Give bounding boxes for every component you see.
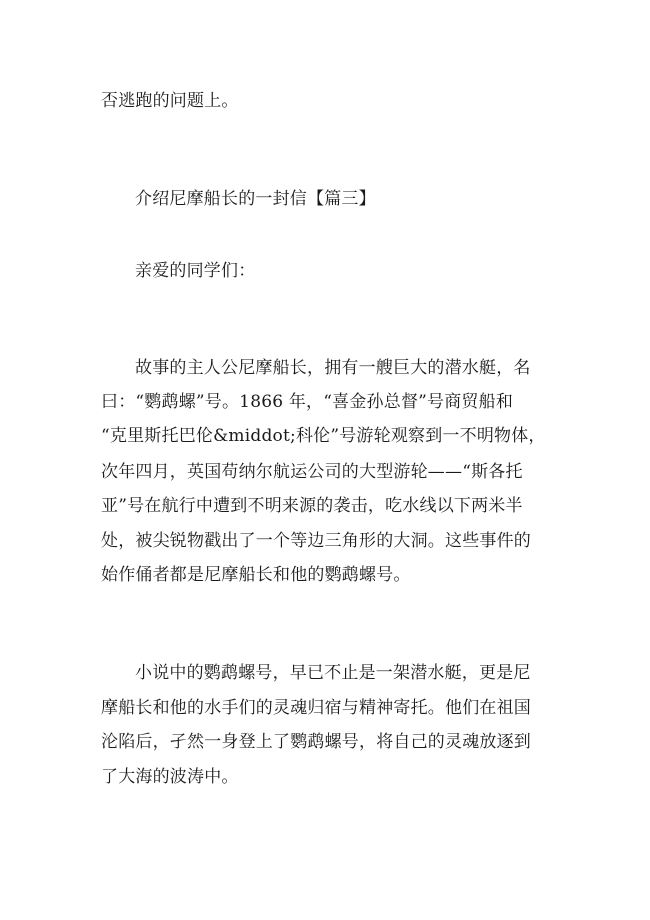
paragraph-line: 摩船长和他的水手们的灵魂归宿与精神寄托。他们在祖国 (101, 698, 531, 718)
section-title: 介绍尼摩船长的一封信【篇三】 (135, 189, 376, 209)
paragraph-line: 处，被尖锐物戳出了一个等边三角形的大洞。这些事件的 (101, 531, 531, 551)
paragraph-line: 曰：“鹦鹉螺”号。1866 年，“喜金孙总督”号商贸船和 (101, 392, 514, 412)
paragraph-line: 始作俑者都是尼摩船长和他的鹦鹉螺号。 (101, 565, 411, 585)
salutation: 亲爱的同学们： (135, 261, 256, 281)
paragraph-line: 了大海的波涛中。 (101, 767, 239, 787)
paragraph-line: 次年四月，英国苟纳尔航运公司的大型游轮——“斯各托 (101, 462, 523, 482)
paragraph-line: 故事的主人公尼摩船长，拥有一艘巨大的潜水艇，名 (135, 358, 531, 378)
paragraph-line: 沦陷后，孑然一身登上了鹦鹉螺号，将自己的灵魂放逐到 (101, 732, 531, 752)
paragraph-line: 小说中的鹦鹉螺号，早已不止是一架潜水艇，更是尼 (135, 663, 531, 683)
paragraph-line: 亚”号在航行中遭到不明来源的袭击，吃水线以下两米半 (101, 496, 523, 516)
paragraph-line: “克里斯托巴伦&middot;科伦”号游轮观察到一不明物体， (101, 426, 546, 446)
continuation-line: 否逃跑的问题上。 (101, 91, 239, 111)
